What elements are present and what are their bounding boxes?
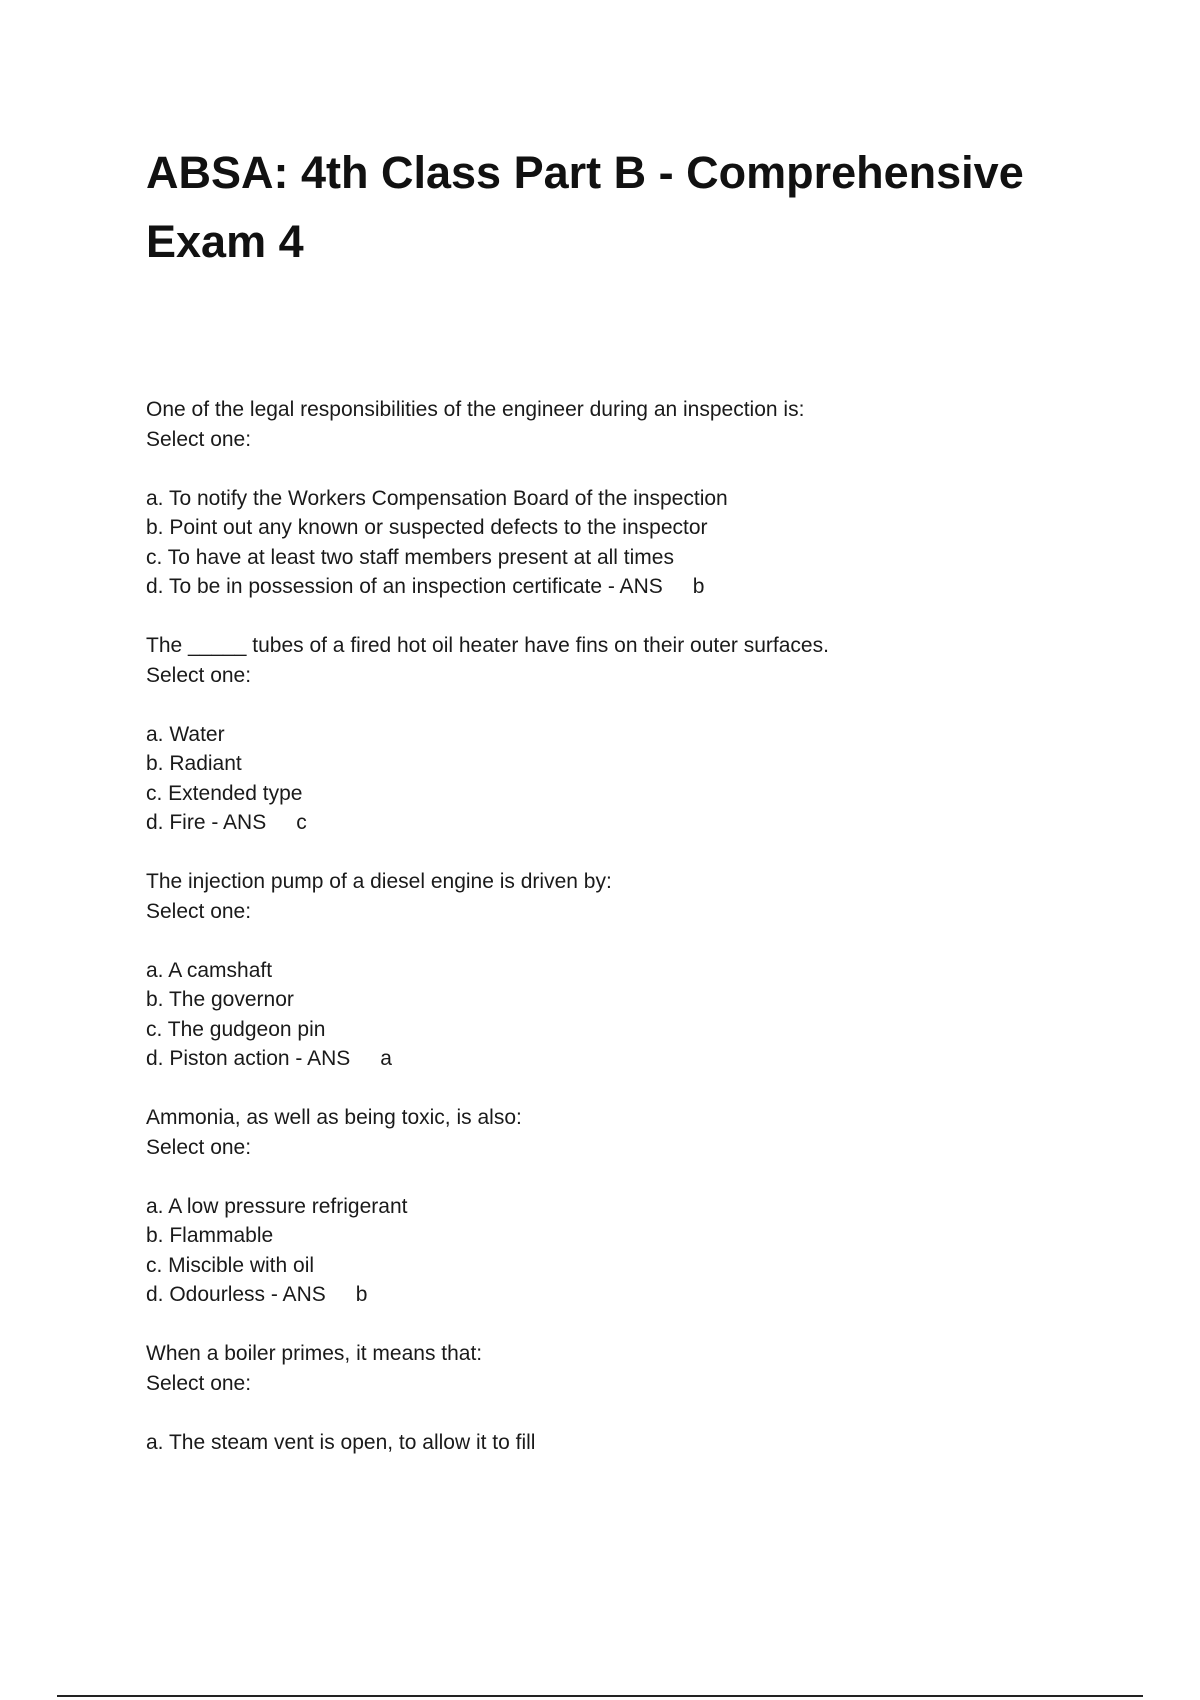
option-text: d. Odourless - ANS — [146, 1283, 326, 1306]
question-block — [146, 631, 1106, 838]
option-item: a. The steam vent is open, to allow it to fill — [146, 1430, 536, 1454]
option-item: a. To notify the Workers Compensation Board of the inspection — [146, 486, 728, 510]
question-prompt: When a boiler primes, it means that: — [146, 1342, 483, 1365]
option-item: c. To have at least two staff members present at all times — [146, 545, 674, 569]
option-list — [146, 1192, 1106, 1310]
answer-key: a — [380, 1047, 392, 1070]
option-item: b. Radiant — [146, 752, 242, 775]
question-instruction: Select one: — [146, 1135, 252, 1159]
question-list — [146, 395, 1106, 1487]
footer-divider — [57, 1695, 1143, 1697]
answer-key: b — [692, 575, 705, 598]
question-block — [146, 1339, 1106, 1457]
question-prompt: One of the legal responsibilities of the engineer during an inspection is: — [146, 398, 805, 421]
question-instruction: Select one: — [146, 427, 252, 451]
option-list — [146, 720, 1106, 838]
option-item: a. A camshaft — [146, 958, 273, 982]
option-item-with-answer — [146, 572, 1106, 602]
question-instruction: Select one: — [146, 663, 252, 687]
question-prompt: Ammonia, as well as being toxic, is also: — [146, 1106, 522, 1129]
option-list — [146, 484, 1106, 602]
option-item: b. The governor — [146, 988, 294, 1011]
option-text: d. To be in possession of an inspection certificate - ANS — [146, 575, 663, 598]
option-item: c. The gudgeon pin — [146, 1017, 326, 1041]
question-prompt: The _____ tubes of a fired hot oil heater have fins on their outer surfaces. — [146, 634, 829, 657]
question-block — [146, 867, 1106, 1074]
question-prompt: The injection pump of a diesel engine is driven by: — [146, 870, 612, 893]
option-item-with-answer — [146, 808, 1106, 838]
option-item: c. Miscible with oil — [146, 1253, 315, 1277]
page-title-line-1: ABSA: 4th Class Part B - Comprehensive — [146, 147, 1024, 198]
question-instruction: Select one: — [146, 1371, 252, 1395]
option-text: d. Fire - ANS — [146, 811, 267, 834]
answer-key: c — [296, 811, 307, 834]
option-item: b. Flammable — [146, 1224, 274, 1247]
option-item: a. A low pressure refrigerant — [146, 1194, 408, 1218]
page-title — [146, 138, 1106, 276]
option-item-with-answer — [146, 1044, 1106, 1074]
question-instruction: Select one: — [146, 899, 252, 923]
option-text: d. Piston action - ANS — [146, 1047, 351, 1070]
option-item: c. Extended type — [146, 781, 303, 805]
answer-key: b — [355, 1283, 368, 1306]
question-block — [146, 1103, 1106, 1310]
page-title-line-2: Exam 4 — [146, 216, 304, 267]
option-item: a. Water — [146, 722, 225, 746]
option-item-with-answer — [146, 1280, 1106, 1310]
option-list — [146, 956, 1106, 1074]
option-list — [146, 1428, 1106, 1458]
question-block — [146, 395, 1106, 602]
option-item: b. Point out any known or suspected defects to the inspector — [146, 516, 708, 539]
